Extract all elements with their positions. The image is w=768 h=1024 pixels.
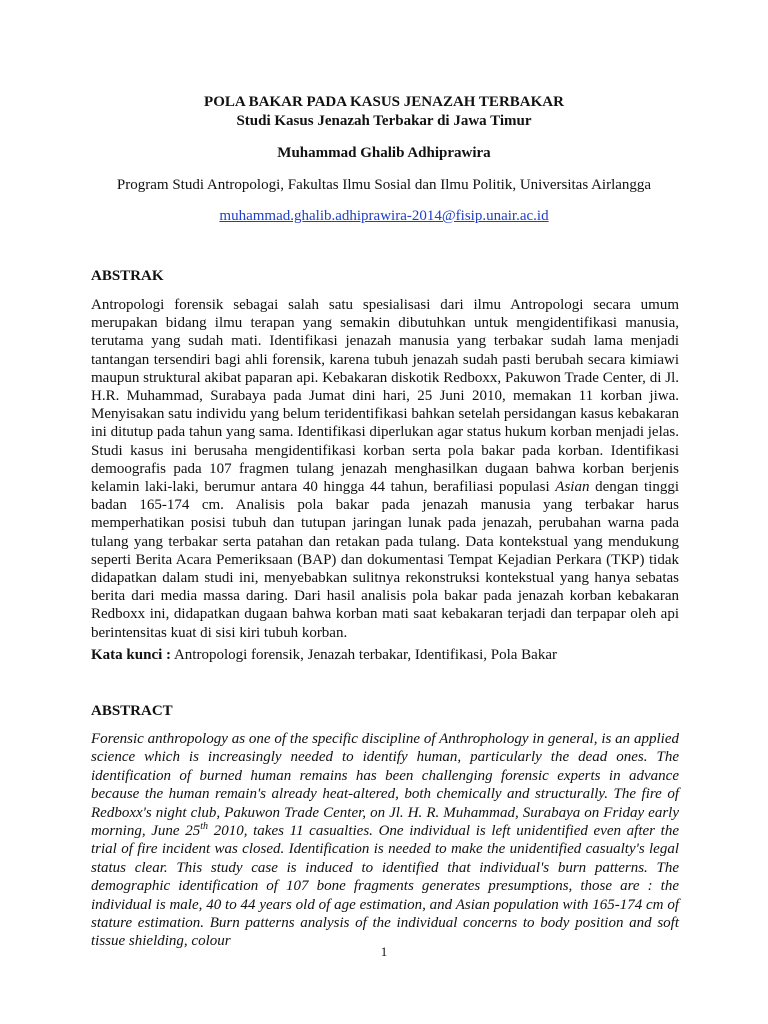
email-line bbox=[0, 208, 768, 225]
abstract-heading: ABSTRACT bbox=[91, 703, 173, 719]
keywords-line bbox=[91, 647, 679, 664]
abstrak-heading: ABSTRAK bbox=[91, 268, 164, 284]
abstract-text-part1: Forensic anthropology as one of the specific discipline of Anthrophology in general, is an applied science which is increasingly needed to identify human, particularly the dead ones. The identification of burned human remains has been challenging forensic experts in advance because the human remain's already heat-altered, both chemically and structurally. The fire of Redboxx's night club, Pakuwon Trade Center, on Jl. H. R. Muhammad, Surabaya on Friday early morning, June 25 bbox=[91, 731, 679, 840]
abstract-superscript: th bbox=[200, 821, 209, 833]
keywords-label: Kata kunci : bbox=[91, 647, 172, 663]
page-number: 1 bbox=[380, 944, 388, 959]
abstrak-text-part1: Antropologi forensik sebagai salah satu spesialisasi dari ilmu Antropologi secara umum merupakan bidang ilmu terapan yang semakin dibutuhkan untuk mengidentifikasi manusia, terutama yang sudah mati. Identifikasi jenazah manusia yang terbakar sudah lama menjadi tantangan tersendiri bagi ahli forensik, karena tubuh jenazah sudah pasti berubah secara kimiawi maupun struktural akibat paparan api. Kebakaran diskotik Redboxx, Pakuwon Trade Center, di Jl. H.R. Muhammad, Surabaya pada Jumat dini hari, 25 Juni 2010, memakan 11 korban jiwa. Menyisakan satu individu yang belum teridentifikasi bahkan setelah persidangan kasus kebakaran ini ditutup pada tahun yang sama. Identifikasi diperlukan agar status hukum korban menjadi jelas. Studi kasus ini berusaha mengidentifikasi korban serta pola bakar pada korban. Identifikasi demoografis pada 107 fragmen tulang jenazah menghasilkan dugaan bahwa korban berjenis kelamin laki-laki, berumur antara 40 hingga 44 tahun, berafiliasi populasi bbox=[91, 297, 679, 496]
email-link[interactable]: muhammad.ghalib.adhiprawira-2014@fisip.unair.ac.id bbox=[219, 208, 549, 224]
title-main: POLA BAKAR PADA KASUS JENAZAH TERBAKAR bbox=[204, 94, 564, 110]
keywords-list: Antropologi forensik, Jenazah terbakar, Identifikasi, Pola Bakar bbox=[173, 647, 557, 663]
abstract-paragraph bbox=[91, 730, 679, 951]
abstract-text-part2: 2010, takes 11 casualties. One individual is left unidentified even after the trial of fire incident was closed. Identification is needed to make the unidentified casualty's legal status clear. This study case is induced to identified that individual's burn patterns. The demographic identification of 107 bone fragments generates presumptions, those are : the individual is male, 40 to 44 years old of age estimation, and Asian population with 165-174 cm of stature estimation. Burn patterns analysis of the individual concerns to body position and soft tissue shielding, colour bbox=[91, 823, 680, 950]
abstrak-asian-term: Asian bbox=[555, 479, 590, 496]
author-name: Muhammad Ghalib Adhiprawira bbox=[277, 145, 491, 161]
abstrak-text-part2: dengan tinggi badan 165-174 cm. Analisis pola bakar pada jenazah manusia yang terbakar harus memperhatikan posisi tubuh dan tutupan jaringan lunak pada jenazah, perubahan warna pada tulang yang terbakar serta patahan dan retakan pada tulang. Data kontekstual yang mendukung seperti Berita Acara Pemeriksaan (BAP) dan dokumentasi Tempat Kejadian Perkara (TKP) tidak didapatkan dalam studi ini, menyebabkan sulitnya rekonstruksi kontekstual yang hanya sebatas berita dari media massa daring. Dari hasil analisis pola bakar pada jenazah korban kebakaran Redboxx ini, didapatkan dugaan bahwa korban mati saat kebakaran terjadi dan terpapar oleh api berintensitas kuat di sisi kiri tubuh korban. bbox=[91, 479, 680, 641]
affiliation: Program Studi Antropologi, Fakultas Ilmu Sosial dan Ilmu Politik, Universitas Airlangga bbox=[116, 177, 652, 193]
paper-title bbox=[0, 93, 768, 131]
title-subtitle: Studi Kasus Jenazah Terbakar di Jawa Timur bbox=[236, 113, 532, 129]
abstrak-paragraph bbox=[91, 296, 679, 642]
